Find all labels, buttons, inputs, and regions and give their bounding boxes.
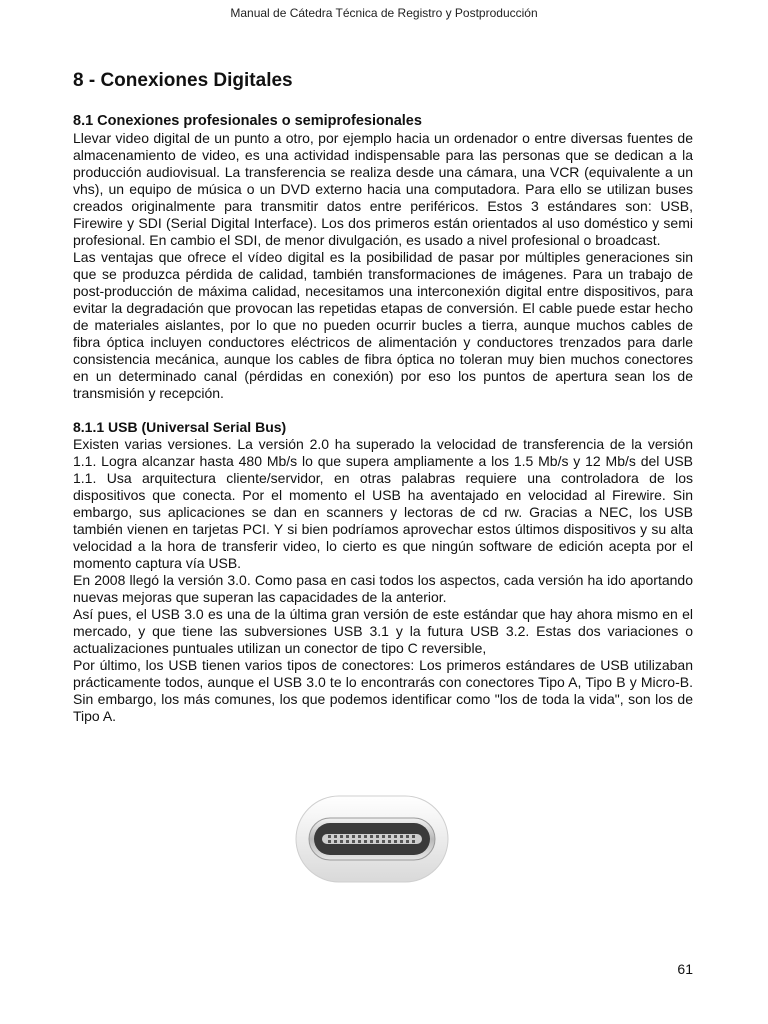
- page-body: [73, 68, 693, 725]
- paragraph: Existen varias versiones. La versión 2.0 ha superado la velocidad de transferencia de la versión 1.1. Logra alcanzar hasta 480 Mb/s lo que supera ampliamente a los 1.5 Mb/s y 12 Mb/s del USB 1.1. Usa arquitectura cliente/servidor, en otras palabras requiere una controladora de los dispositivos que conecta. Por el momento el USB ha aventajado en velocidad al Firewire. Sin embargo, sus aplicaciones se dan en scanners y lectoras de cd rw. Gracias a NEC, los USB también vienen en tarjetas PCI. Y si bien podríamos aprovechar estos últimos dispositivos y su alta velocidad a la hora de transferir video, lo cierto es que ningún software de edición acepta por el momento captura vía USB.: [73, 436, 693, 571]
- usb-type-c-connector-icon: [295, 795, 449, 883]
- section-heading-8-1-1: 8.1.1 USB (Universal Serial Bus): [73, 419, 287, 435]
- chapter-title: 8 - Conexiones Digitales: [73, 70, 293, 91]
- page-number: 61: [677, 961, 693, 977]
- paragraph: Por último, los USB tienen varios tipos de conectores: Los primeros estándares de USB utilizaban prácticamente todos, aunque el USB 3.0 te lo encontrarás con conectores Tipo A, Tipo B y Micro-B. Sin embargo, los más comunes, los que podemos identificar como "los de toda la vida", son los de Tipo A.: [73, 657, 693, 724]
- spacer: [73, 402, 693, 419]
- paragraph: En 2008 llegó la versión 3.0. Como pasa en casi todos los aspectos, cada versión ha ido aportando nuevas mejoras que superan las capacidades de la anterior.: [73, 572, 693, 605]
- paragraph: Así pues, el USB 3.0 es una de la última gran versión de este estándar que hay ahora mismo en el mercado, y que tiene las subversiones USB 3.1 y la futura USB 3.2. Estas dos variaciones o actualizaciones puntuales utilizan un conector de tipo C reversible,: [73, 606, 693, 656]
- paragraph: Llevar video digital de un punto a otro, por ejemplo hacia un ordenador o entre diversas fuentes de almacenamiento de video, es una actividad indispensable para las personas que se dedican a la producción audiovisual. La transferencia se realiza desde una cámara, una VCR (equivalente a un vhs), un equipo de música o un DVD externo hacia una computadora. Para ello se utilizan buses creados originalmente para transmitir datos entre periféricos. Estos 3 estándares son: USB, Firewire y SDI (Serial Digital Interface). Los dos primeros están orientados al uso doméstico y semi profesional. En cambio el SDI, de menor divulgación, es usado a nivel profesional o broadcast.: [73, 130, 693, 248]
- section-heading-8-1: 8.1 Conexiones profesionales o semiprofesionales: [73, 113, 422, 129]
- running-header: Manual de Cátedra Técnica de Registro y Postproducción: [230, 6, 538, 20]
- paragraph: Las ventajas que ofrece el vídeo digital es la posibilidad de pasar por múltiples generaciones sin que se produzca pérdida de calidad, también transformaciones de imágenes. Para un trabajo de post-producción de máxima calidad, necesitamos una interconexión digital entre dispositivos, para evitar la degradación que provocan las repetidas etapas de conversión. El cable puede estar hecho de materiales aislantes, por lo que no pueden ocurrir bucles a tierra, aunque muchos cables de fibra óptica incluyen conductores eléctricos de alimentación y conductores trenzados para darle consistencia mecánica, aunque los cables de fibra óptica no toleran muy bien muchos conectores en un determinado canal (pérdidas en conexión) por eso los puntos de apertura sean los de transmisión y recepción.: [73, 249, 693, 401]
